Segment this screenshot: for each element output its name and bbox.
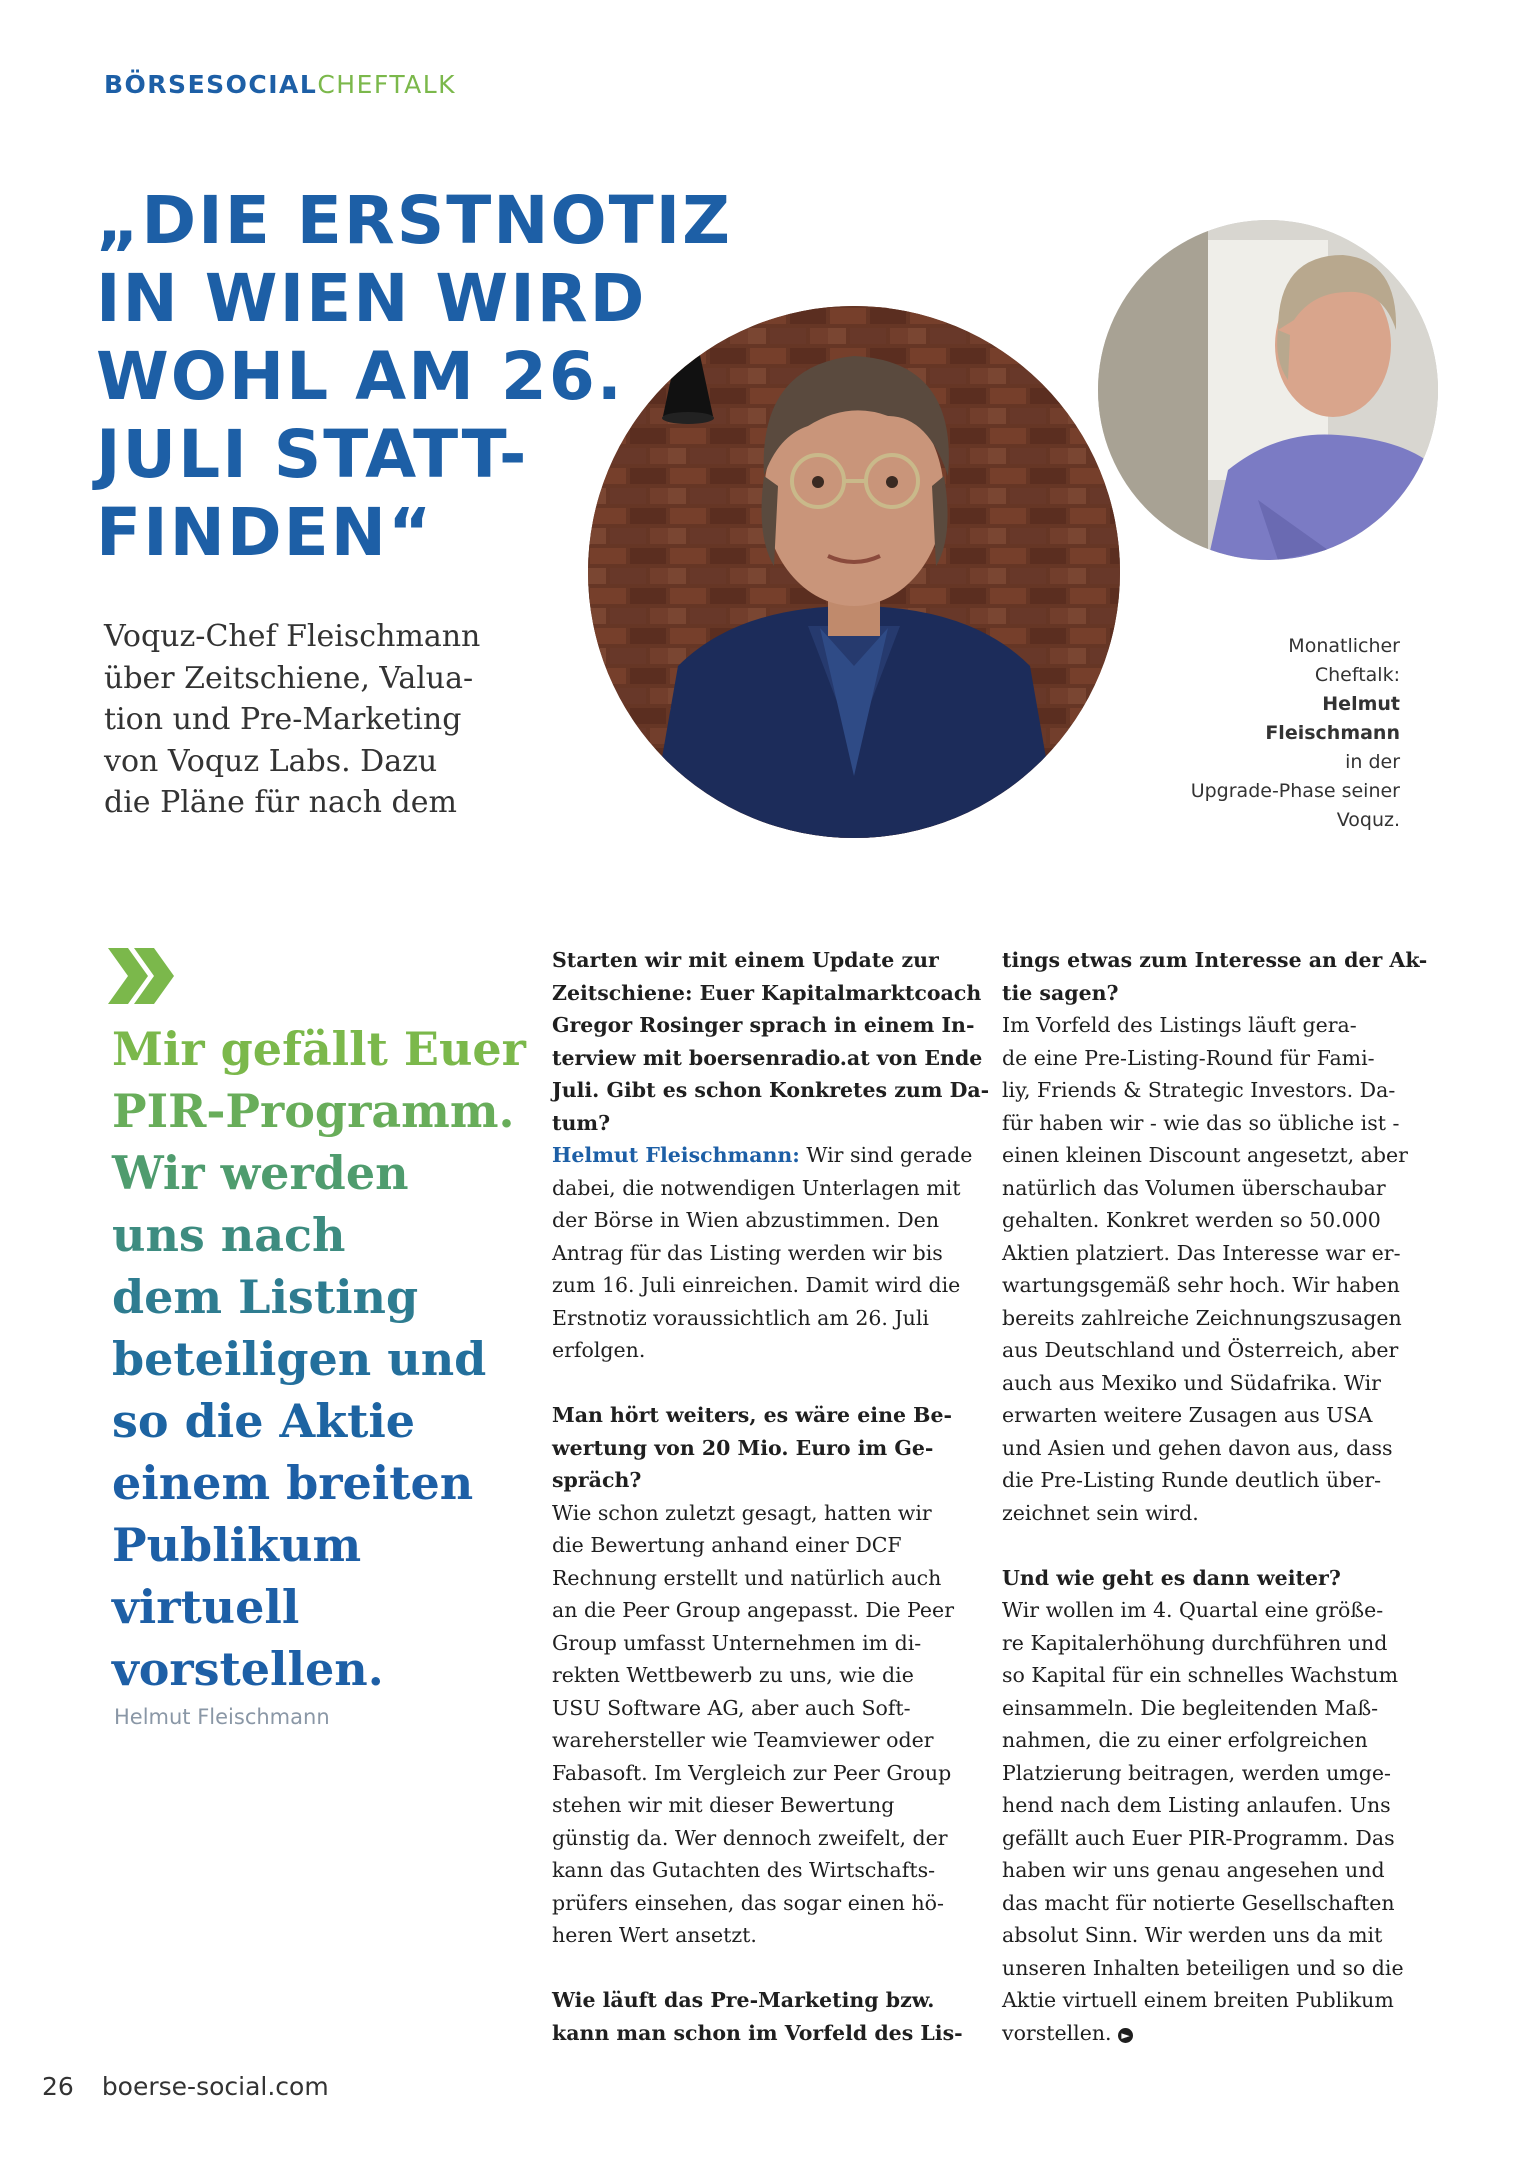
text-line: tum? (552, 1110, 611, 1135)
pull-quote (112, 1018, 532, 1700)
headline-line: JULI STATT- (96, 416, 529, 493)
intro-line: die Pläne für nach dem (104, 785, 457, 820)
text-line: Im Vorfeld des Listings läuft gera- (1002, 1013, 1357, 1037)
caption-name: Fleischmann (1265, 722, 1400, 744)
text-line: Antrag für das Listing werden wir bis (552, 1240, 943, 1265)
text-line: kann das Gutachten des Wirtschafts- (552, 1858, 936, 1882)
text-line: Wir wollen im 4. Quartal eine größe- (1002, 1598, 1384, 1622)
text-line: unseren Inhalten beteiligen und so die (1002, 1955, 1404, 1980)
pull-quote-line: dem Listing (112, 1270, 419, 1324)
text-line: natürlich das Volumen überschaubar (1002, 1175, 1386, 1200)
caption-text: in der (1345, 751, 1400, 773)
text-line: warehersteller wie Teamviewer oder (552, 1728, 934, 1752)
text-line: prüfers einsehen, das sogar einen hö- (552, 1890, 944, 1915)
footer-website: boerse-social.com (101, 2072, 329, 2101)
portrait-illustration (588, 306, 1120, 838)
text-line: dabei, die notwendigen Unterlagen mit (552, 1175, 961, 1200)
text-line: Wie schon zuletzt gesagt, hatten wir (552, 1500, 932, 1525)
text-line: Fabasoft. Im Vergleich zur Peer Group (552, 1760, 952, 1785)
text-line: das macht für notierte Gesellschaften (1002, 1890, 1395, 1915)
text-line: wertung von 20 Mio. Euro im Ge- (552, 1435, 934, 1460)
text-line: und Asien und gehen davon aus, dass (1002, 1435, 1393, 1460)
pull-quote-line: virtuell (112, 1580, 300, 1634)
interview-question (552, 1399, 992, 1497)
intro-line: über Zeitschiene, Valua- (104, 660, 474, 696)
interview-question (552, 1984, 992, 2049)
intro-line: tion und Pre-Marketing (104, 702, 462, 737)
text-line: rekten Wettbewerb zu uns, wie die (552, 1663, 914, 1687)
text-line: Platzierung beitragen, werden umge- (1002, 1760, 1391, 1785)
text-line: für haben wir - wie das so übliche ist - (1002, 1110, 1400, 1135)
text-line: stehen wir mit dieser Bewertung (552, 1793, 895, 1817)
interview-question (552, 944, 992, 1139)
secondary-illustration (1098, 220, 1438, 560)
article-intro (104, 616, 524, 824)
brand-secondary: CHEFTALK (317, 70, 457, 99)
portrait-photo-main (588, 306, 1120, 838)
text-line: aus Deutschland und Österreich, aber (1002, 1338, 1399, 1362)
text-line: Man hört weiters, es wäre eine Be- (552, 1403, 953, 1427)
pull-quote-line: Wir werden (112, 1146, 409, 1200)
caption-line: Voquz. (1336, 809, 1400, 831)
magazine-section-brand (104, 70, 456, 99)
interview-answer (1002, 1594, 1442, 2049)
interview-answer (1002, 1009, 1442, 1529)
text-line: zeichnet sein wird. (1002, 1500, 1199, 1525)
text-line: heren Wert ansetzt. (552, 1923, 757, 1947)
text-line: Aktien platziert. Das Interesse war er- (1002, 1240, 1401, 1265)
text-line: gehalten. Konkret werden so 50.000 (1002, 1208, 1381, 1232)
text-line: absolut Sinn. Wir werden uns da mit (1002, 1923, 1383, 1947)
text-line: Zeitschiene: Euer Kapitalmarktcoach (552, 980, 982, 1005)
headline-line: IN WIEN WIRD (96, 260, 647, 337)
text-line: Gregor Rosinger sprach in einem In- (552, 1013, 975, 1037)
pull-quote-line: vorstellen. (112, 1642, 384, 1696)
text-line: günstig da. Wer dennoch zweifelt, der (552, 1825, 948, 1850)
interview-question (1002, 944, 1442, 1009)
article-column-1 (552, 944, 992, 2049)
text-line: spräch? (552, 1468, 642, 1492)
text-line: erfolgen. (552, 1338, 646, 1362)
text-line: erwarten weitere Zusagen aus USA (1002, 1403, 1373, 1427)
pull-quote-line: Mir gefällt Euer (112, 1022, 526, 1076)
intro-line: Voquz-Chef Fleischmann (104, 619, 481, 654)
pull-quote-line: einem breiten (112, 1456, 474, 1510)
portrait-photo-secondary (1098, 220, 1438, 560)
caption-line: Upgrade-Phase seiner (1190, 780, 1400, 802)
caption-name: Helmut (1322, 693, 1400, 715)
pull-quote-line: PIR-Programm. (112, 1084, 515, 1138)
text-line: die Pre-Listing Runde deutlich über- (1002, 1468, 1382, 1492)
double-chevron-icon (104, 944, 176, 1008)
caption-line: Monatlicher (1288, 635, 1400, 657)
text-line: re Kapitalerhöhung durchführen und (1002, 1630, 1388, 1655)
caption-text: Cheftalk: (1314, 664, 1400, 686)
caption-line (1110, 661, 1400, 719)
text-line: Und wie geht es dann weiter? (1002, 1565, 1341, 1590)
text-line: de eine Pre-Listing-Round für Fami- (1002, 1045, 1375, 1070)
text-line: nahmen, die zu einer erfolgreichen (1002, 1728, 1368, 1752)
pull-quote-line: uns nach (112, 1208, 346, 1262)
headline-line: „DIE ERSTNOTIZ (96, 182, 733, 259)
caption-line (1110, 719, 1400, 777)
article-column-2 (1002, 944, 1442, 2049)
text-line: hend nach dem Listing anlaufen. Uns (1002, 1793, 1391, 1817)
text-line: Wie läuft das Pre-Marketing bzw. (552, 1988, 935, 2012)
headline-line: FINDEN“ (96, 494, 434, 571)
text-line: so Kapital für ein schnelles Wachstum (1002, 1663, 1399, 1687)
interview-question (1002, 1562, 1442, 1595)
text-line: bereits zahlreiche Zeichnungszusagen (1002, 1305, 1402, 1330)
text-line: USU Software AG, aber auch Soft- (552, 1695, 911, 1720)
text-line: Rechnung erstellt und natürlich auch (552, 1565, 942, 1590)
end-of-article-icon: ► (1118, 2028, 1133, 2043)
text-line (1002, 2017, 1442, 2050)
text-line: der Börse in Wien abzustimmen. Den (552, 1208, 940, 1232)
interview-answer (552, 1497, 992, 1952)
text-line: zum 16. Juli einreichen. Damit wird die (552, 1273, 961, 1297)
answer-text: Wir sind gerade (799, 1143, 973, 1167)
pull-quote-line: so die Aktie (112, 1394, 416, 1448)
text-line: tie sagen? (1002, 980, 1119, 1005)
text-line: an die Peer Group angepasst. Die Peer (552, 1598, 954, 1622)
intro-line: von Voquz Labs. Dazu (104, 743, 438, 779)
page-number: 26 (42, 2072, 74, 2101)
interview-answer (552, 1139, 992, 1367)
brand-primary: BÖRSESOCIAL (104, 70, 318, 99)
text-line: die Bewertung anhand einer DCF (552, 1533, 902, 1557)
text-line: einsammeln. Die begleitenden Maß- (1002, 1695, 1379, 1720)
pull-quote-line: Publikum (112, 1518, 362, 1572)
text-line (552, 1139, 992, 1172)
text-line: Group umfasst Unternehmen im di- (552, 1630, 922, 1655)
text-line: Erstnotiz voraussichtlich am 26. Juli (552, 1305, 929, 1330)
text-line: tings etwas zum Interesse an der Ak- (1002, 948, 1428, 972)
text-line: einen kleinen Discount angesetzt, aber (1002, 1143, 1408, 1167)
photo-caption (1110, 632, 1400, 835)
text-line: kann man schon im Vorfeld des Lis- (552, 2020, 963, 2045)
answer-text: vorstellen. (1002, 2020, 1119, 2045)
text-line: liy, Friends & Strategic Investors. Da- (1002, 1078, 1396, 1102)
pull-quote-line: beteiligen und (112, 1332, 487, 1386)
page-footer (42, 2072, 329, 2101)
text-line: Juli. Gibt es schon Konkretes zum Da- (552, 1078, 990, 1102)
text-line: Aktie virtuell einem breiten Publikum (1002, 1988, 1394, 2012)
text-line: gefällt auch Euer PIR-Programm. Das (1002, 1825, 1395, 1850)
headline-line: WOHL AM 26. (96, 338, 624, 415)
speaker-name: Helmut Fleischmann: (552, 1143, 800, 1167)
text-line: Starten wir mit einem Update zur (552, 948, 939, 972)
text-line: haben wir uns genau angesehen und (1002, 1858, 1385, 1882)
pull-quote-author: Helmut Fleischmann (114, 1705, 330, 1729)
text-line: terview mit boersenradio.at von Ende (552, 1045, 983, 1070)
text-line: wartungsgemäß sehr hoch. Wir haben (1002, 1273, 1400, 1297)
text-line: auch aus Mexiko und Südafrika. Wir (1002, 1370, 1381, 1395)
